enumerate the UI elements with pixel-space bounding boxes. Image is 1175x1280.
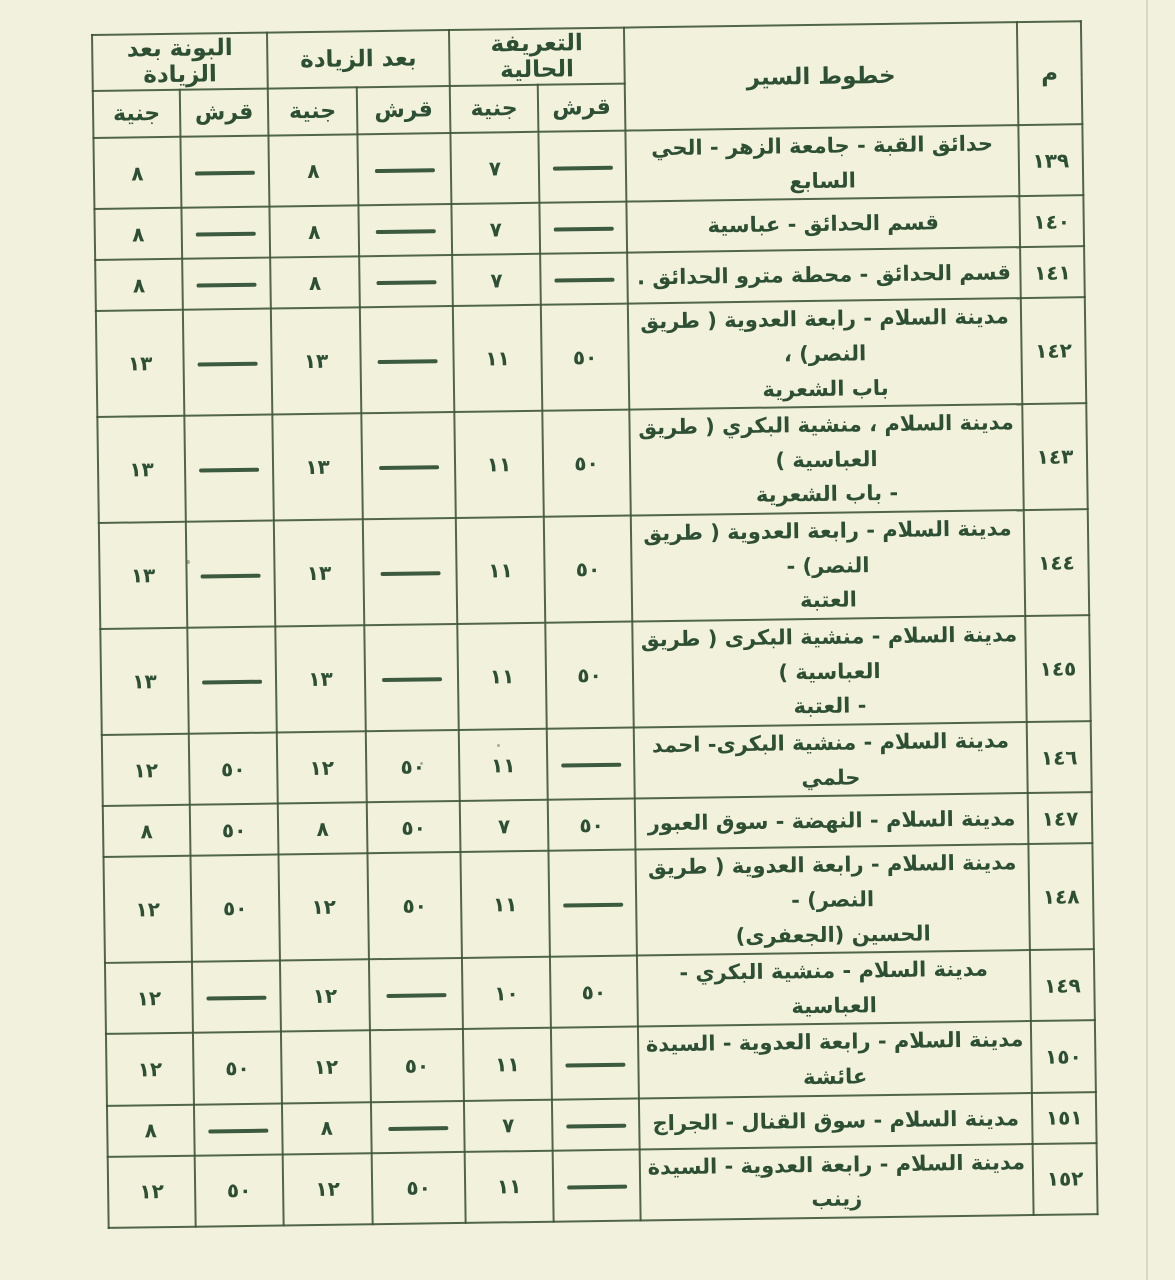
header-coupon-piasters: قرش: [180, 89, 269, 137]
table-row: [108, 1143, 1098, 1228]
row-current-pounds: ٧: [464, 1099, 553, 1151]
empty-value-dash: [388, 1126, 448, 1131]
row-coupon-pounds: ٨: [103, 805, 191, 857]
header-after-increase: بعد الزيادة: [267, 30, 450, 89]
row-route-name: مدينة السلام - رابعة العدوية - السيدة عائشة: [638, 1021, 1032, 1098]
row-current-pounds: ٧: [451, 203, 540, 255]
row-current-pounds: ١١: [454, 411, 543, 518]
header-coupon-pounds: جنية: [93, 90, 181, 138]
row-serial-number: ١٣٩: [1018, 124, 1083, 196]
empty-value-dash: [202, 679, 262, 684]
row-serial-number: ١٥٢: [1033, 1143, 1098, 1215]
row-coupon-piasters: [184, 415, 273, 522]
row-current-pounds: ٧: [460, 800, 549, 852]
row-current-piasters: ٥٠: [542, 410, 630, 517]
empty-value-dash: [199, 467, 259, 472]
row-after-pounds: ١٢: [278, 853, 368, 960]
header-after-pounds: جنية: [268, 87, 358, 135]
row-coupon-pounds: ١٣: [96, 310, 184, 417]
row-route-name: قسم الحدائق - محطة مترو الحدائق .: [627, 247, 1021, 303]
empty-value-dash: [201, 573, 261, 578]
row-after-pounds: ٨: [278, 803, 368, 855]
row-coupon-pounds: ٨: [95, 259, 183, 311]
row-route-name: مدينة السلام - منشية البكرى ( طريق العباسية ) - العتبة: [632, 616, 1026, 727]
row-current-piasters: [552, 1098, 640, 1150]
row-coupon-piasters: [183, 309, 272, 416]
row-after-piasters: [361, 412, 455, 519]
row-route-name: مدينة السلام - النهضة - سوق العبور: [635, 793, 1029, 849]
table-row: [97, 403, 1087, 523]
row-current-pounds: ١١: [463, 1028, 552, 1101]
fare-table-wrap: [93, 20, 1099, 1229]
row-coupon-piasters: ٥٠: [193, 1032, 282, 1105]
row-serial-number: ١٤٧: [1028, 792, 1093, 844]
row-serial-number: ١٤٣: [1022, 403, 1087, 510]
row-after-pounds: ٨: [282, 1102, 372, 1154]
row-after-pounds: ١٣: [271, 308, 361, 415]
row-route-name: حدائق القبة - جامعة الزهر - الحي السابع: [625, 125, 1019, 202]
row-after-pounds: ٨: [270, 257, 360, 309]
table-row: [93, 124, 1083, 209]
row-current-pounds: ١١: [457, 623, 546, 730]
row-current-pounds: ١١: [460, 851, 549, 958]
row-after-piasters: ٥٠: [366, 730, 460, 803]
row-serial-number: ١٥١: [1032, 1092, 1097, 1144]
row-after-pounds: ١٢: [281, 1031, 371, 1104]
row-current-piasters: [547, 727, 635, 799]
row-current-piasters: ٥٠: [544, 516, 632, 623]
row-route-name: مدينة السلام - رابعة العدوية - السيدة زينب: [640, 1144, 1034, 1221]
row-after-pounds: ١٢: [277, 731, 367, 804]
row-coupon-piasters: [186, 521, 275, 628]
row-after-piasters: ٥٠: [367, 801, 461, 853]
row-current-piasters: [553, 1149, 641, 1221]
empty-value-dash: [567, 1185, 627, 1190]
row-route-name: مدينة السلام - سوق القنال - الجراج: [639, 1093, 1033, 1149]
header-current-piasters: قرش: [538, 84, 626, 132]
row-current-piasters: [551, 1027, 639, 1099]
header-current-pounds: جنية: [450, 85, 539, 133]
empty-value-dash: [196, 232, 256, 237]
row-after-pounds: ١٢: [283, 1153, 373, 1226]
row-after-piasters: ٥٠: [367, 852, 461, 959]
row-after-pounds: ١٣: [275, 625, 365, 732]
row-current-piasters: ٥٠: [548, 799, 636, 851]
row-after-piasters: [369, 958, 463, 1031]
row-current-piasters: ٥٠: [541, 304, 629, 411]
row-current-piasters: [540, 253, 628, 305]
empty-value-dash: [206, 996, 266, 1001]
row-current-pounds: ٧: [452, 254, 541, 306]
row-coupon-pounds: ١٢: [103, 856, 191, 963]
row-after-pounds: ١٣: [272, 413, 362, 520]
header-group-row: [92, 21, 1082, 91]
header-current-tariff: التعريفة الحالية: [449, 28, 625, 86]
row-route-name: مدينة السلام ، منشية البكري ( طريق العباسية ) - باب الشعرية: [629, 404, 1023, 515]
row-serial-number: ١٤٢: [1021, 297, 1086, 404]
header-routes: خطوط السير: [624, 22, 1018, 130]
header-after-piasters: قرش: [357, 86, 451, 134]
empty-value-dash: [196, 283, 256, 288]
empty-value-dash: [208, 1128, 268, 1133]
empty-value-dash: [195, 171, 255, 176]
row-route-name: مدينة السلام - رابعة العدوية ( طريق النصر) ، باب الشعرية: [628, 298, 1022, 409]
empty-value-dash: [386, 993, 446, 998]
row-current-pounds: ١٠: [462, 957, 551, 1030]
row-coupon-pounds: ١٣: [99, 522, 187, 629]
table-row: [106, 1021, 1096, 1106]
row-serial-number: ١٤٨: [1028, 843, 1093, 950]
row-route-name: مدينة السلام - منشية البكري - العباسية: [637, 950, 1031, 1027]
fare-table: [91, 20, 1099, 1229]
row-coupon-piasters: ٥٠: [190, 855, 279, 962]
row-coupon-pounds: ٨: [93, 137, 181, 209]
row-after-pounds: ١٢: [280, 959, 370, 1032]
table-row: [102, 721, 1092, 806]
scan-edge-shadow: [1146, 0, 1148, 1280]
row-current-pounds: ٧: [450, 132, 539, 205]
row-after-pounds: ٨: [268, 134, 358, 207]
row-coupon-pounds: ١٢: [105, 962, 193, 1034]
empty-value-dash: [565, 1062, 625, 1067]
row-current-pounds: ١١: [459, 729, 548, 802]
row-current-piasters: ٥٠: [550, 956, 638, 1028]
row-current-piasters: [539, 202, 627, 254]
row-serial-number: ١٤٠: [1019, 195, 1084, 247]
row-serial-number: ١٤٩: [1030, 949, 1095, 1021]
scan-speck: [186, 560, 190, 564]
empty-value-dash: [554, 278, 614, 283]
table-row: [100, 615, 1090, 735]
table-header: [92, 21, 1082, 138]
table-body: [93, 124, 1097, 1228]
empty-value-dash: [379, 465, 439, 470]
row-coupon-piasters: [182, 258, 271, 310]
row-after-piasters: [359, 255, 453, 307]
empty-value-dash: [561, 763, 621, 768]
row-coupon-pounds: ١٣: [97, 416, 185, 523]
empty-value-dash: [374, 168, 434, 173]
header-coupon-after-increase: البونة بعد الزيادة: [92, 33, 268, 91]
row-route-name: مدينة السلام - رابعة العدوية ( طريق النصر) - العتبة: [631, 510, 1025, 621]
row-coupon-piasters: [187, 627, 276, 734]
row-route-name: مدينة السلام - رابعة العدوية ( طريق النصر) - الحسين (الجعفرى): [635, 844, 1029, 955]
row-serial-number: ١٤٥: [1025, 615, 1090, 722]
row-current-piasters: ٥٠: [545, 622, 633, 729]
row-after-piasters: ٥٠: [370, 1029, 464, 1102]
scan-speck: [420, 762, 423, 765]
row-after-piasters: [357, 133, 451, 206]
row-coupon-piasters: [180, 136, 269, 209]
row-coupon-pounds: ٨: [94, 208, 182, 260]
empty-value-dash: [553, 227, 613, 232]
row-serial-number: ١٤٤: [1024, 509, 1089, 616]
row-coupon-piasters: ٥٠: [189, 732, 278, 805]
table-row: [99, 509, 1089, 629]
empty-value-dash: [566, 1123, 626, 1128]
empty-value-dash: [382, 677, 442, 682]
row-coupon-piasters: ٥٠: [190, 804, 279, 856]
row-coupon-piasters: [192, 961, 281, 1034]
row-after-piasters: [360, 306, 454, 413]
empty-value-dash: [198, 361, 258, 366]
row-serial-number: ١٤١: [1020, 246, 1085, 298]
row-after-piasters: [363, 518, 457, 625]
row-route-name: قسم الحدائق - عباسية: [626, 196, 1020, 252]
row-coupon-pounds: ٨: [107, 1104, 195, 1156]
row-current-pounds: ١١: [453, 305, 542, 412]
table-row: [105, 949, 1095, 1034]
row-route-name: مدينة السلام - منشية البكرى- احمد حلمي: [634, 722, 1028, 799]
empty-value-dash: [552, 166, 612, 171]
row-coupon-pounds: ١٢: [108, 1155, 196, 1227]
row-after-piasters: [358, 204, 452, 256]
table-row: [103, 843, 1093, 963]
row-coupon-pounds: ١٢: [102, 734, 190, 806]
row-current-pounds: ١١: [465, 1150, 554, 1223]
row-after-piasters: ٥٠: [372, 1152, 466, 1225]
empty-value-dash: [375, 230, 435, 235]
row-current-piasters: [548, 850, 636, 957]
empty-value-dash: [563, 902, 623, 907]
row-after-piasters: [364, 624, 458, 731]
row-after-piasters: [371, 1101, 465, 1153]
row-coupon-piasters: [181, 207, 270, 259]
row-coupon-pounds: ١٣: [100, 628, 188, 735]
row-after-pounds: ٨: [269, 206, 359, 258]
row-current-pounds: ١١: [456, 517, 545, 624]
row-coupon-piasters: ٥٠: [195, 1154, 284, 1227]
row-after-pounds: ١٣: [274, 519, 364, 626]
empty-value-dash: [380, 571, 440, 576]
row-coupon-piasters: [194, 1103, 283, 1155]
row-serial-number: ١٤٦: [1027, 721, 1092, 793]
empty-value-dash: [376, 281, 436, 286]
table-row: [96, 297, 1086, 417]
row-coupon-pounds: ١٢: [106, 1033, 194, 1105]
row-current-piasters: [538, 131, 626, 203]
empty-value-dash: [377, 359, 437, 364]
scan-speck: [497, 744, 500, 747]
header-serial: م: [1017, 21, 1082, 125]
row-serial-number: ١٥٠: [1031, 1021, 1096, 1093]
